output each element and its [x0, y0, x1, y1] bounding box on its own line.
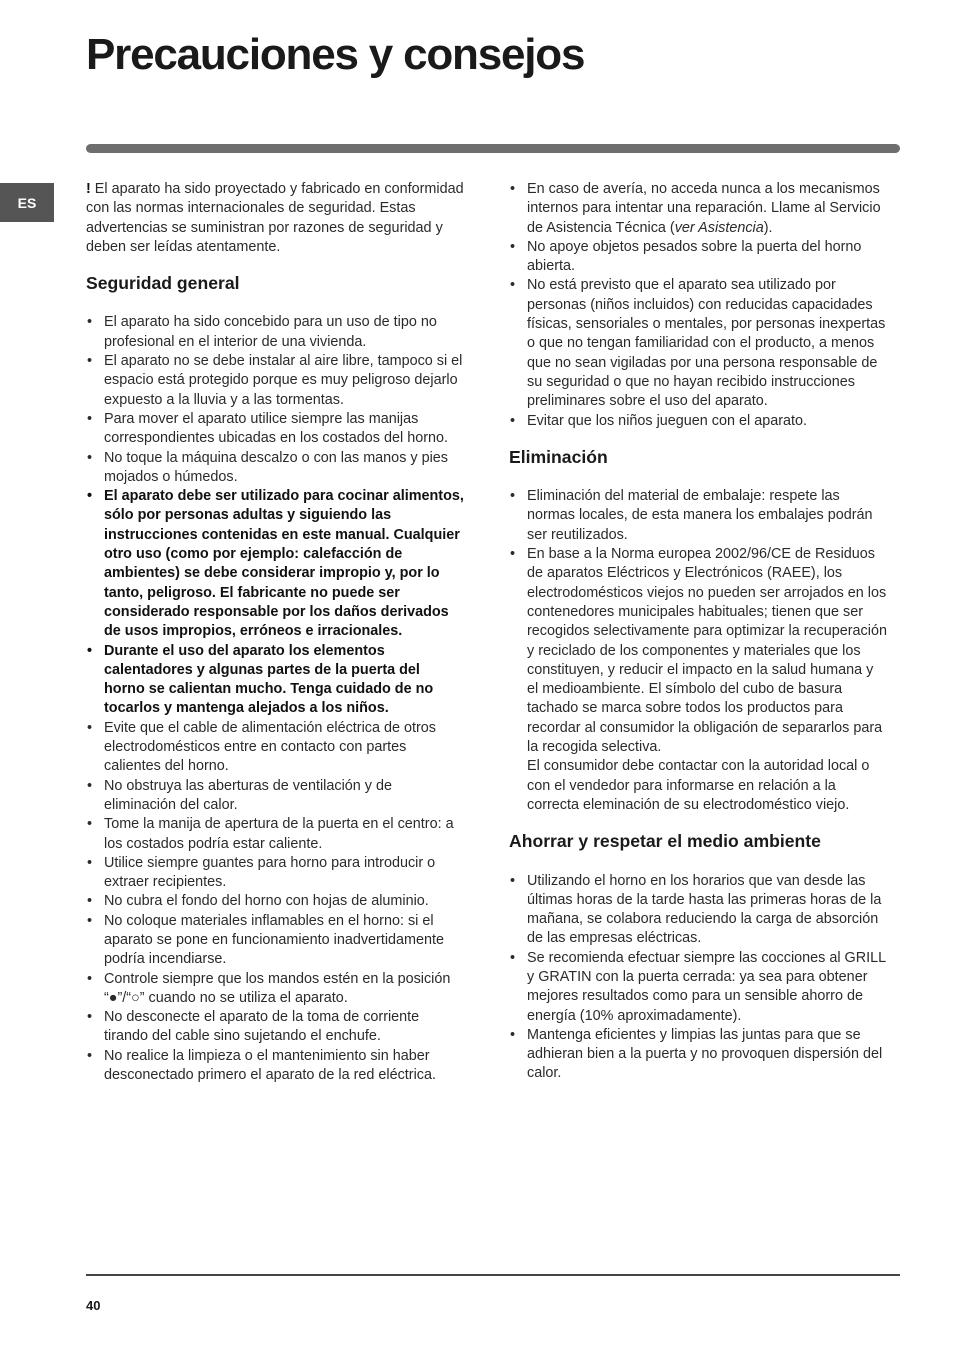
list-item: • No obstruya las aberturas de ventilación y de eliminación del calor.: [86, 777, 464, 816]
list-item: • Para mover el aparato utilice siempre las manijas correspondientes ubicadas en los costados del horno.: [86, 410, 464, 449]
list-item: • Evite que el cable de alimentación eléctrica de otros electrodomésticos entre en contacto con partes calientes del horno.: [86, 719, 464, 777]
list-item: • El aparato debe ser utilizado para cocinar alimentos, sólo por personas adultas y siguiendo las instrucciones contenidas en este manual. Cualquier otro uso (como por ejemplo: calefacción de ambientes) se debe considerar impropio y, por lo tanto, peligroso. El fabricante no puede ser considerado responsable por los daños derivados de usos impropios, erróneos e irracionales.: [86, 487, 464, 641]
list-item-end: ).: [763, 219, 773, 236]
left-column: [86, 180, 464, 1085]
title-divider-bar: [86, 144, 900, 153]
list-item: • No apoye objetos pesados sobre la puerta del horno abierta.: [509, 238, 887, 277]
list-item-text: En caso de avería, no acceda nunca a los mecanismos internos para intentar una reparación. Llame al Servicio de Asistencia Técnica (: [527, 181, 881, 236]
list-item: • Se recomienda efectuar siempre las cocciones al GRILL y GRATIN con la puerta cerrada: ya sea para obtener mejores resultados como para un sensible ahorro de energía (10% aproximadamente).: [509, 949, 887, 1026]
section-heading-seguridad: Seguridad general: [86, 273, 240, 294]
page-number: 40: [86, 1298, 101, 1313]
eliminacion-continuation: El consumidor debe contactar con la autoridad local o con el vendedor para informarse en relación a la correcta eleminación de su electrodoméstico viejo.: [527, 758, 870, 813]
seguridad-continued-list: [509, 180, 887, 431]
list-item: • Evitar que los niños jueguen con el aparato.: [509, 412, 887, 431]
list-item: • Tome la manija de apertura de la puerta en el centro: a los costados podría estar caliente.: [86, 815, 464, 854]
intro-paragraph: [86, 180, 464, 257]
page-title: Precauciones y consejos: [86, 30, 585, 79]
list-item: • No está previsto que el aparato sea utilizado por personas (niños incluidos) con reducidas capacidades físicas, sensoriales o mentales, por personas inexpertas o que no tengan familiaridad con el producto, a menos que no sean vigiladas por una persona responsable de su seguridad o que no hayan recibido instrucciones preliminares sobre el uso del aparato.: [509, 276, 887, 411]
eliminacion-list: [509, 487, 887, 757]
list-item: • Utilice siempre guantes para horno para introducir o extraer recipientes.: [86, 854, 464, 893]
section-heading-ahorrar: Ahorrar y respetar el medio ambiente: [509, 831, 821, 852]
right-column: [509, 180, 887, 1084]
list-item: • No toque la máquina descalzo o con las manos y pies mojados o húmedos.: [86, 449, 464, 488]
list-item: • No cubra el fondo del horno con hojas de aluminio.: [86, 892, 464, 911]
cross-reference: ver Asistencia: [674, 219, 764, 236]
list-item: • No realice la limpieza o el mantenimiento sin haber desconectado primero el aparato de la red eléctrica.: [86, 1047, 464, 1086]
list-item: • Controle siempre que los mandos estén en la posición “●”/“○” cuando no se utiliza el aparato.: [86, 970, 464, 1009]
list-item: • En base a la Norma europea 2002/96/CE de Residuos de aparatos Eléctricos y Electrónicos (RAEE), los electrodomésticos viejos no pueden ser arrojados en los contenedores municipales habituales; tienen que ser recogidos selectivamente para optimizar la recuperación y reciclado de los componentes y materiales que los constituyen, y reducir el impacto en la salud humana y el medioambiente. El símbolo del cubo de basura tachado se marca sobre todos los productos para recordar al consumidor la obligación de separarlos para la recogida selectiva.: [509, 545, 887, 757]
warning-mark: !: [86, 181, 91, 197]
list-item: • Mantenga eficientes y limpias las juntas para que se adhieran bien a la puerta y no provoquen dispersión del calor.: [509, 1026, 887, 1084]
language-tab: ES: [0, 183, 54, 222]
ahorrar-list: [509, 872, 887, 1084]
list-item: [509, 180, 887, 238]
list-item: • No coloque materiales inflamables en el horno: si el aparato se pone en funcionamiento inadvertidamente podría incendiarse.: [86, 912, 464, 970]
list-item: • Utilizando el horno en los horarios que van desde las últimas horas de la tarde hasta las primeras horas de la mañana, se colabora reduciendo la carga de absorción de las empresas eléctricas.: [509, 872, 887, 949]
seguridad-list: [86, 313, 464, 1085]
list-item: • Eliminación del material de embalaje: respete las normas locales, de esta manera los embalajes podrán ser reutilizados.: [509, 487, 887, 545]
list-item: • No desconecte el aparato de la toma de corriente tirando del cable sino sujetando el enchufe.: [86, 1008, 464, 1047]
intro-text: El aparato ha sido proyectado y fabricado en conformidad con las normas internacionales de seguridad. Estas advertencias se suministran por razones de seguridad y deben ser leídas atentamente.: [86, 181, 464, 255]
list-item: • El aparato ha sido concebido para un uso de tipo no profesional en el interior de una vivienda.: [86, 313, 464, 352]
section-heading-eliminacion: Eliminación: [509, 446, 608, 467]
list-item: • Durante el uso del aparato los elementos calentadores y algunas partes de la puerta del horno se calientan mucho. Tenga cuidado de no tocarlos y mantenga alejados a los niños.: [86, 642, 464, 719]
footer-divider: [86, 1274, 900, 1276]
list-item: • El aparato no se debe instalar al aire libre, tampoco si el espacio está protegido porque es muy peligroso dejarlo expuesto a la lluvia y a las tormentas.: [86, 352, 464, 410]
